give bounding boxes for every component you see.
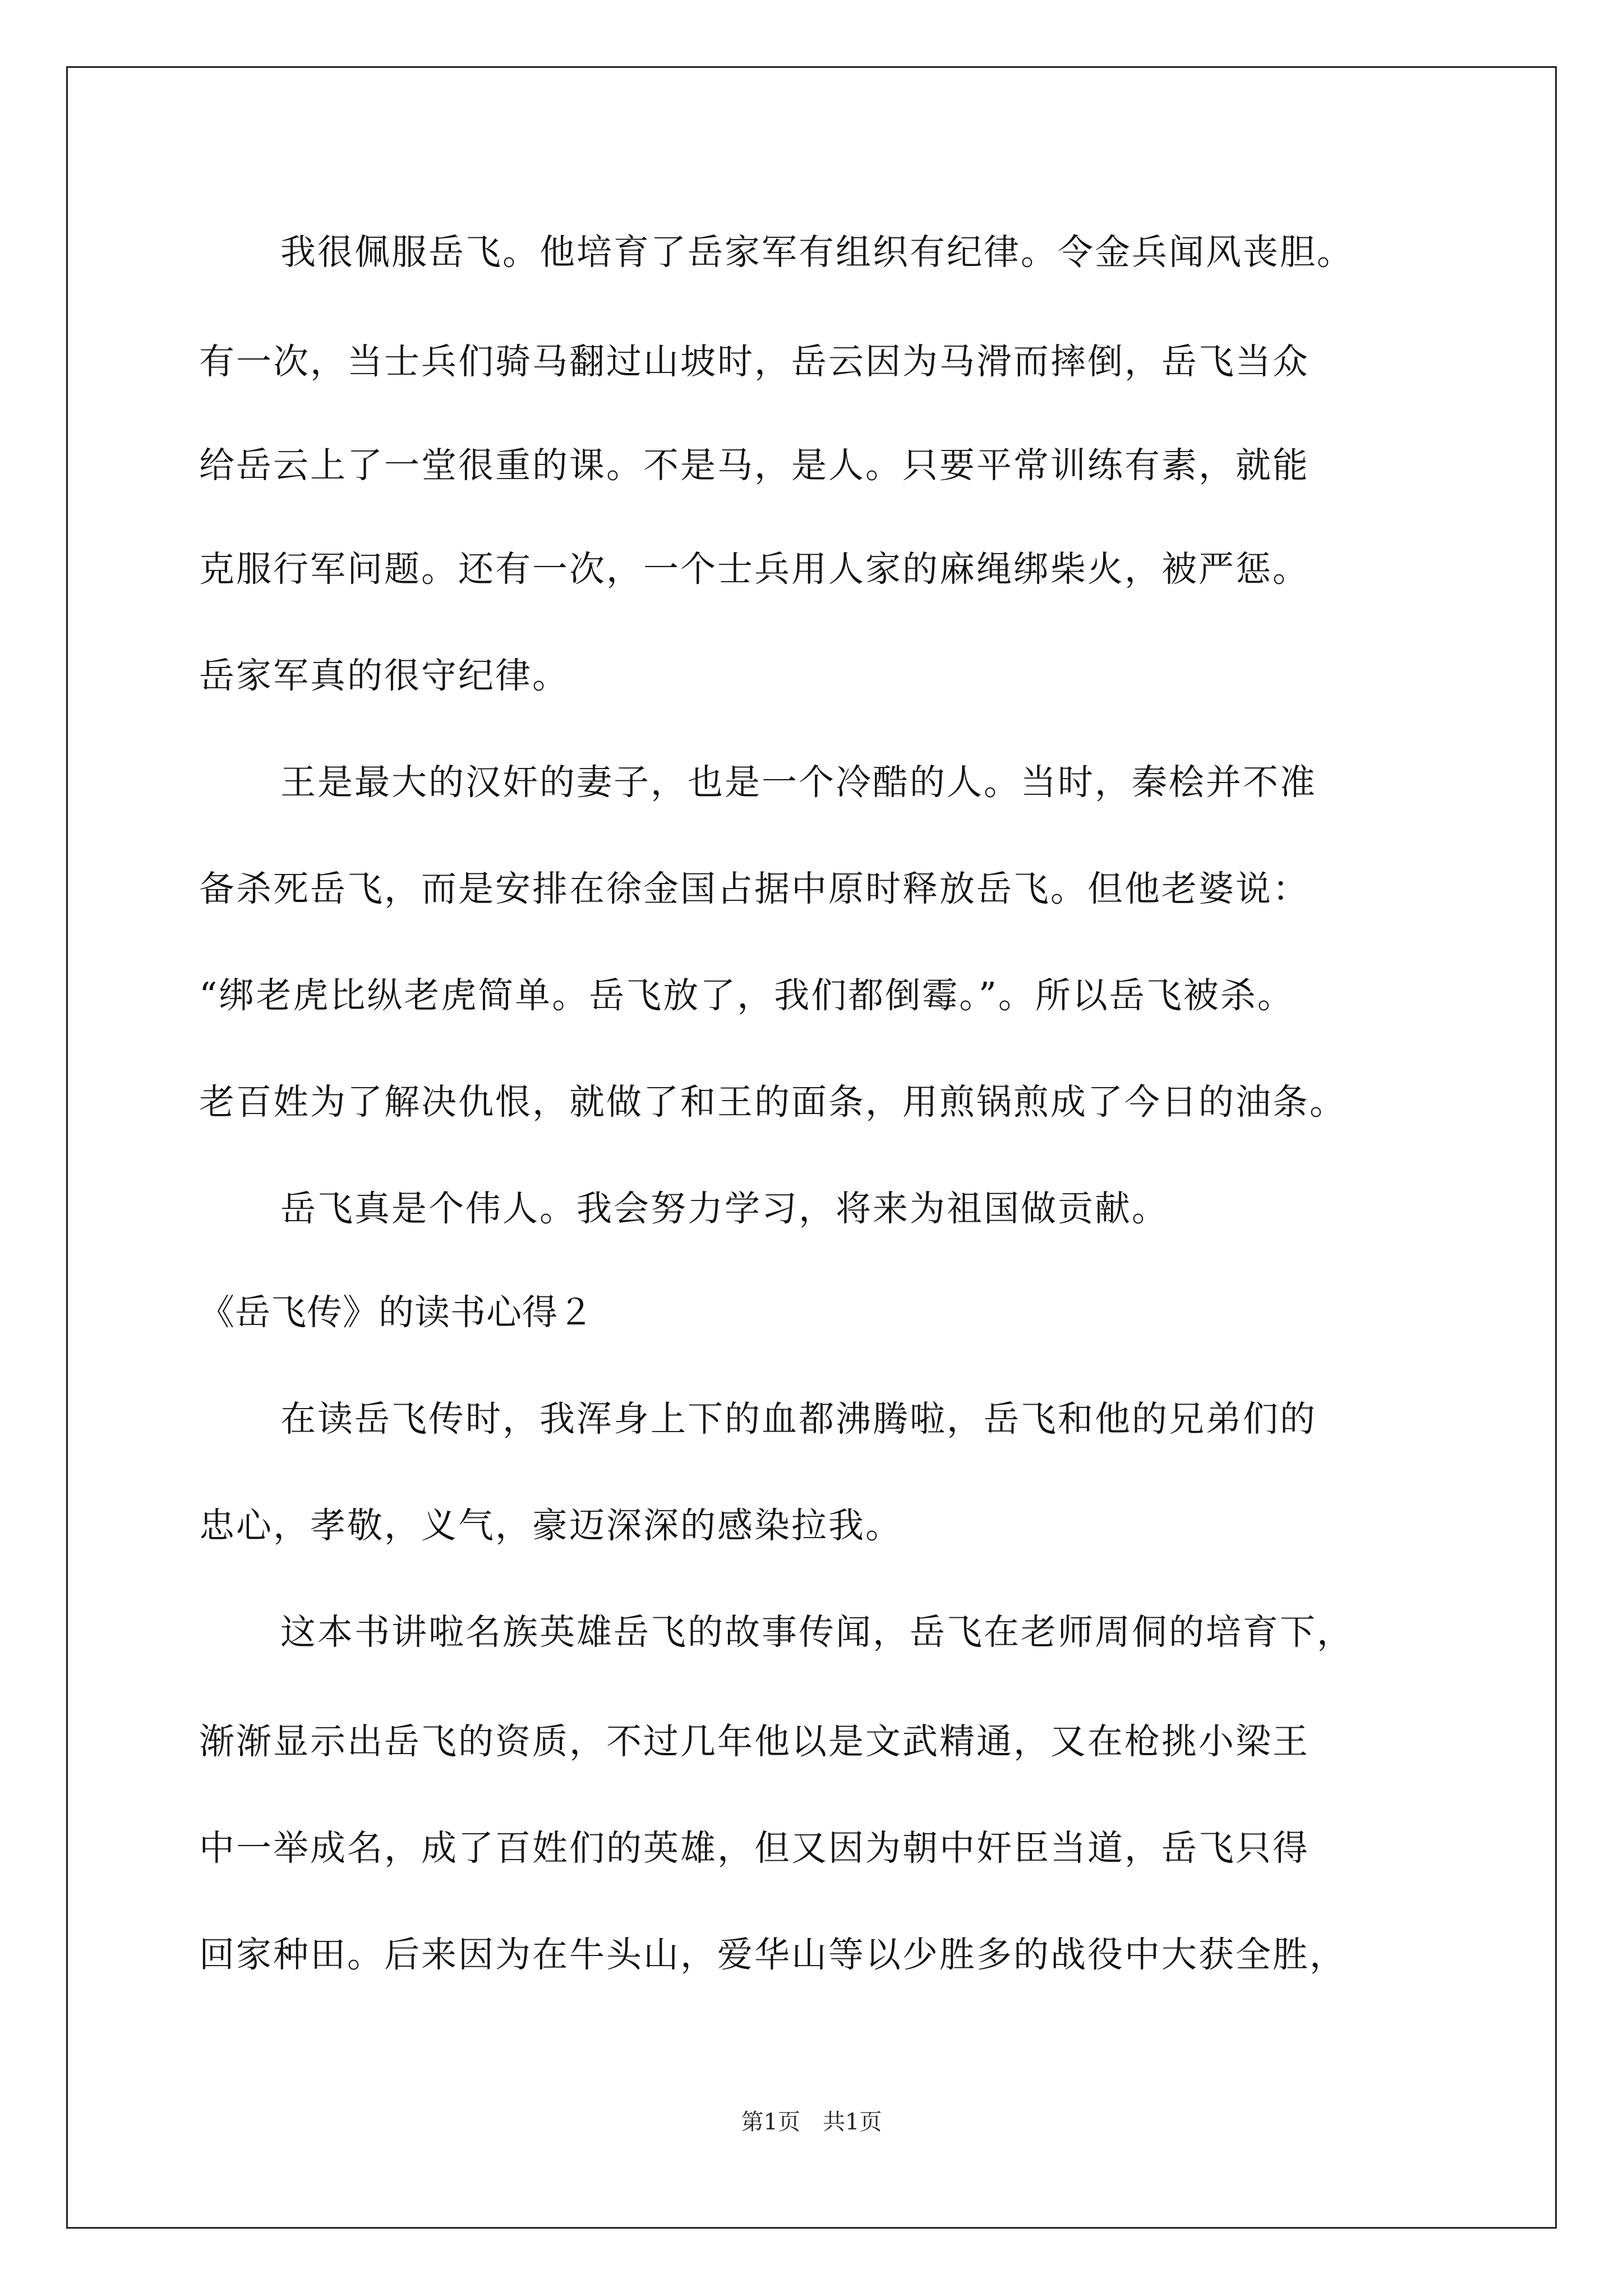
paragraph-line: 渐渐显示出岳飞的资质，不过几年他以是文武精通，又在枪挑小梁王: [199, 1721, 1310, 1762]
paragraph-line: 中一举成名，成了百姓们的英雄，但又因为朝中奸臣当道，岳飞只得: [199, 1828, 1310, 1869]
paragraph-line: 老百姓为了解决仇恨，就做了和王的面条，用煎锅煎成了今日的油条。: [199, 1082, 1347, 1122]
paragraph-line: 岳飞真是个伟人。我会努力学习，将来为祖国做贡献。: [280, 1188, 1169, 1229]
paragraph-line: “绑老虎比纵老虎简单。岳飞放了，我们都倒霉。”。所以岳飞被杀。: [199, 975, 1294, 1016]
paragraph-line: 我很佩服岳飞。他培育了岳家军有组织有纪律。令金兵闻风丧胆。: [280, 232, 1354, 273]
paragraph-line: 备杀死岳飞，而是安排在徐金国占据中原时释放岳飞。但他老婆说：: [199, 868, 1310, 909]
paragraph-line: 有一次，当士兵们骑马翻过山坡时，岳云因为马滑而摔倒，岳飞当众: [199, 341, 1310, 382]
paragraph-line: 克服行军问题。还有一次，一个士兵用人家的麻绳绑柴火，被严惩。: [199, 549, 1310, 590]
section-heading: 《岳飞传》的读书心得２: [199, 1292, 594, 1333]
page-border: [66, 66, 1557, 2229]
paragraph-line: 王是最大的汉奸的妻子，也是一个冷酷的人。当时，秦桧并不准: [280, 762, 1317, 803]
paragraph-line: 岳家军真的很守纪律。: [199, 655, 569, 696]
paragraph-line: 在读岳飞传时，我浑身上下的血都沸腾啦，岳飞和他的兄弟们的: [280, 1398, 1317, 1439]
page-number: 第1页 共1页: [741, 2109, 882, 2135]
paragraph-line: 这本书讲啦名族英雄岳飞的故事传闻，岳飞在老师周侗的培育下，: [280, 1612, 1354, 1653]
paragraph-line: 回家种田。后来因为在牛头山，爱华山等以少胜多的战役中大获全胜，: [199, 1934, 1347, 1975]
paragraph-line: 给岳云上了一堂很重的课。不是马，是人。只要平常训练有素，就能: [199, 445, 1310, 486]
paragraph-line: 忠心，孝敬，义气，豪迈深深的感染拉我。: [199, 1505, 902, 1546]
